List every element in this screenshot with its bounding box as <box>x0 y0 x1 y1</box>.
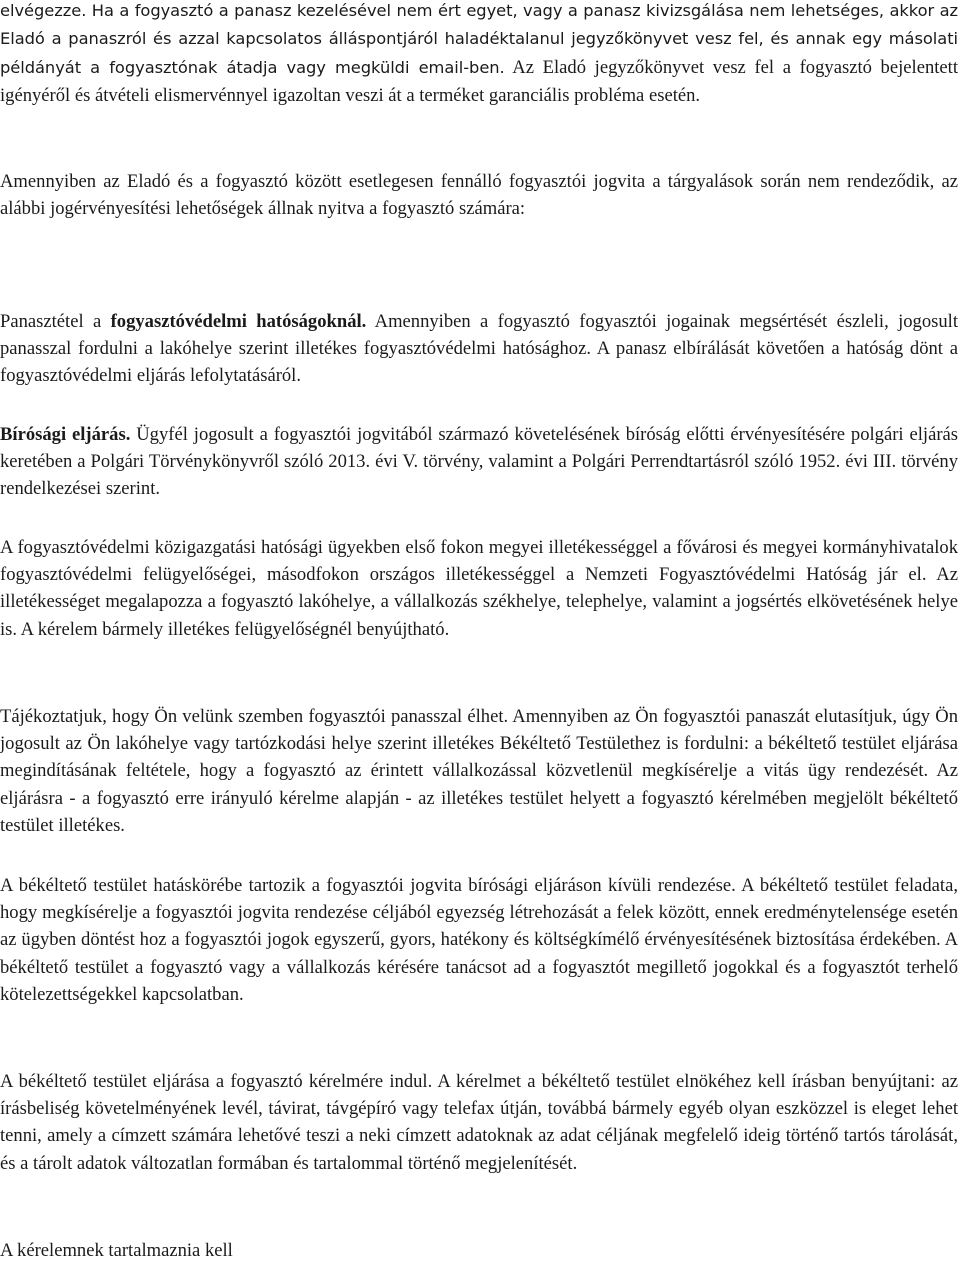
paragraph-request-contents: A kérelemnek tartalmaznia kell <box>0 1240 233 1261</box>
paragraph-conciliation-board: Tájékoztatjuk, hogy Ön velünk szemben fogyasztói panasszal élhet. Amennyiben az Ön fogyasztói panaszát elutasítjuk, úgy Ön jogosult az Ön lakóhelye vagy tartózkodási helye szerint illetékes Békéltető Testülethez is fordulni: a békéltető testület eljárása megindításának feltétele, hogy a fogyasztó az érintett vállalkozással közvetlenül megkísérelje a vitás ügy rendezését. Az eljárásra - a fogyasztó erre irányuló kérelme alapján - az illetékes testület helyett a fogyasztó kérelmében megjelölt békéltető testület illetékes. <box>0 706 958 836</box>
court-procedure-heading: Bírósági eljárás. <box>0 424 131 445</box>
paragraph-conciliation-request: A békéltető testület eljárása a fogyasztó kérelmére indul. A kérelmet a békéltető testület elnökéhez kell írásban benyújtani: az írásbeliség követelményének levél, távirat, távgépíró vagy telefax útján, továbbá bármely egyéb olyan eszközzel is eleget lehet tenni, amely a címzett számára lehetővé teszi a neki címzett adatoknak az adat céljának megfelelő ideig történő tartós tárolását, és a tárolt adatok változatlan formában és tartalommal történő megjelenítését. <box>0 1071 958 1174</box>
paragraph-conciliation-competence: A békéltető testület hatáskörébe tartozik a fogyasztói jogvita bírósági eljáráson kívüli rendezése. A békéltető testület feladata, hogy megkísérelje a fogyasztói jogvita rendezése céljából egyezség létrehozását a felek között, ennek eredménytelensége esetén az ügyben döntést hoz a fogyasztói jogok egyszerű, gyors, hatékony és költségkímélő érvényesítésének biztosítása érdekében. A békéltető testület a fogyasztó vagy a vállalkozás kérésére tanácsot ad a fogyasztót megillető jogokkal és a fogyasztót terhelő kötelezettségekkel kapcsolatban. <box>0 875 958 1005</box>
consumer-authority-text: Amennyiben a fogyasztó fogyasztói jogainak megsértését észleli, jogosult panasszal fordulni a lakóhelye szerint illetékes fogyasztóvédelmi hatósághoz. A panasz elbírálását követően a hatóság dönt a fogyasztóvédelmi eljárás lefolytatásáról. <box>0 311 958 387</box>
consumer-authority-heading: fogyasztóvédelmi hatóságoknál. <box>110 311 367 332</box>
court-procedure-text: Ügyfél jogosult a fogyasztói jogvitából származó követelésének bíróság előtti érvényesítésére polgári eljárás keretében a Polgári Törvénykönyvről szóló 2013. évi V. törvény, valamint a Polgári Perrendtartásról szóló 1952. évi III. törvény rendelkezései szerint. <box>0 424 959 500</box>
paragraph-authority-jurisdiction: A fogyasztóvédelmi közigazgatási hatósági ügyekben első fokon megyei illetékességgel a fővárosi és megyei kormányhivatalok fogyasztóvédelmi felügyelőségei, másodfokon országos illetékességgel a Nemzeti Fogyasztóvédelmi Hatóság jár el. Az illetékességet megalapozza a fogyasztó lakóhelye, a vállalkozás székhelye, telephelye, valamint a jogsértés elkövetésének helye is. A kérelem bármely illetékes felügyelőségnél benyújtható. <box>0 537 958 640</box>
paragraph-consumer-authority <box>0 308 958 390</box>
paragraph-complaint-record <box>0 0 958 111</box>
paragraph-complaint-record-serif: Az Eladó jegyzőkönyvet vesz fel a fogyasztó bejelentett igényéről és átvételi elismervénnyel igazoltan veszi át a terméket garanciális probléma esetén. <box>0 56 958 107</box>
paragraph-legal-options-intro: Amennyiben az Eladó és a fogyasztó között esetlegesen fennálló fogyasztói jogvita a tárgyalások során nem rendeződik, az alábbi jogérvényesítési lehetőségek állnak nyitva a fogyasztó számára: <box>0 171 958 220</box>
paragraph-court-procedure <box>0 421 958 503</box>
consumer-authority-lead: Panasztétel a <box>0 311 111 332</box>
paragraph-complaint-record-sans: elvégezze. Ha a fogyasztó a panasz kezelésével nem ért egyet, vagy a panasz kivizsgálása nem lehetséges, akkor az Eladó a panaszról és azzal kapcsolatos álláspontjáról haladéktalanul jegyzőkönyvet vesz fel, és annak egy másolati példányát a fogyasztónak átadja vagy megküldi email-ben. <box>0 1 958 77</box>
